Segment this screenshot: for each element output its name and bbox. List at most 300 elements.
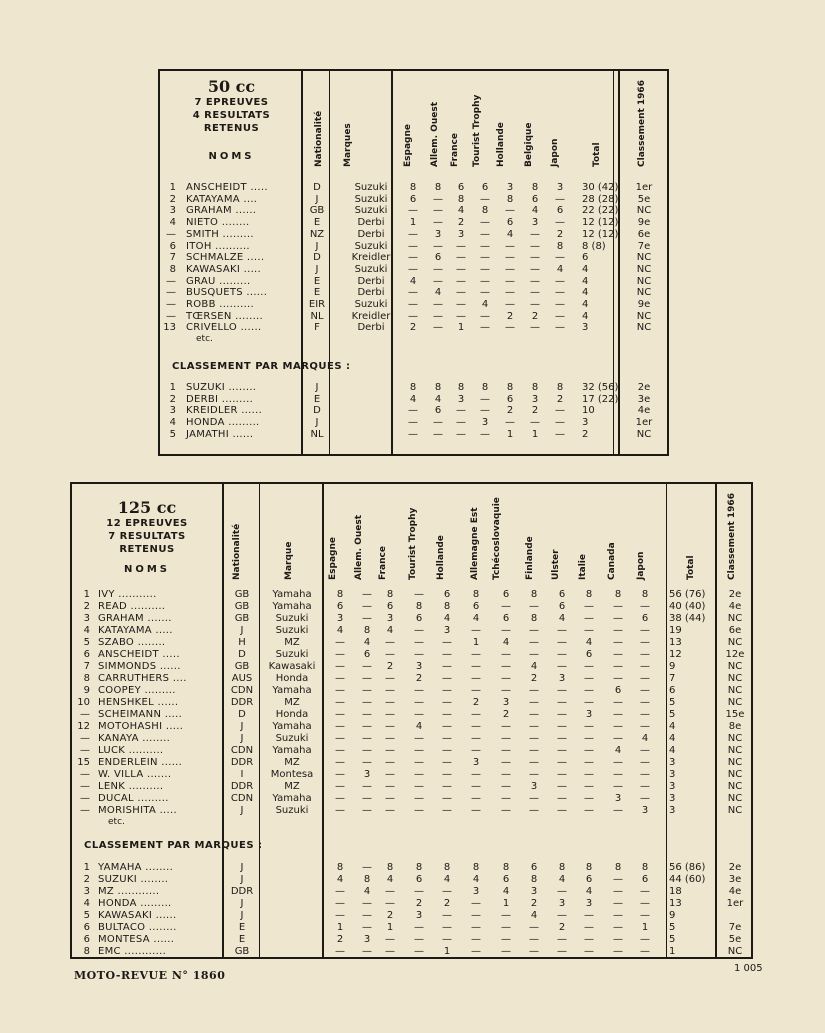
classement-1966: NC xyxy=(727,661,743,672)
race-points: — xyxy=(385,685,395,696)
race-points: — xyxy=(385,637,395,648)
rider-name: MOTOHASHI ..... xyxy=(98,721,184,732)
classement-1966: 1er xyxy=(635,182,653,193)
race-points: — xyxy=(471,709,481,720)
race-points: — xyxy=(640,721,650,732)
race-points: — xyxy=(408,205,418,217)
race-points: — xyxy=(471,769,481,780)
race-points: — xyxy=(442,685,452,696)
race-points: — xyxy=(433,263,443,275)
race-points: 6 xyxy=(506,217,514,229)
race-points: — xyxy=(362,862,372,873)
total-points: 12 (12) xyxy=(582,217,619,229)
race-points: 3 xyxy=(336,613,344,624)
race-points: 4 xyxy=(336,625,344,636)
classement-1966: 9e xyxy=(637,299,651,310)
race-points: 3 xyxy=(641,805,649,816)
race-points: 4 xyxy=(472,613,480,624)
brand-row xyxy=(72,922,751,934)
race-points: — xyxy=(530,322,540,334)
race-points: — xyxy=(530,275,540,287)
race-points: — xyxy=(584,613,594,624)
race-points: — xyxy=(408,428,418,440)
race-points: — xyxy=(505,287,515,299)
race-points: — xyxy=(501,793,511,804)
race-points: — xyxy=(501,601,511,612)
rider-name: MZ ............ xyxy=(98,886,160,897)
race-points: 3 xyxy=(585,898,593,909)
race-points: 8 xyxy=(457,193,465,205)
race-points: — xyxy=(414,709,424,720)
brand-name: Yamaha xyxy=(272,745,312,756)
rider-name: LUCK .......... xyxy=(98,745,164,756)
race-points: 2 xyxy=(443,898,451,909)
position-number: 3 xyxy=(83,613,90,624)
race-points: — xyxy=(335,805,345,816)
race-points: 8 xyxy=(472,862,480,873)
race-points: — xyxy=(584,721,594,732)
rider-name: DERBI ......... xyxy=(186,393,254,405)
column-header: Canada xyxy=(607,542,617,580)
classement-1966: 1er xyxy=(726,898,744,909)
position-number: 6 xyxy=(83,649,90,660)
race-points: 2 xyxy=(530,673,538,684)
race-points: — xyxy=(442,721,452,732)
brand-row xyxy=(72,886,751,898)
race-points: — xyxy=(335,757,345,768)
race-points: — xyxy=(480,193,490,205)
race-points: — xyxy=(640,886,650,897)
race-points: 6 xyxy=(415,613,423,624)
position-number: — xyxy=(80,709,90,720)
nationality: J xyxy=(240,910,244,921)
race-points: 4 xyxy=(585,886,593,897)
race-points: — xyxy=(335,910,345,921)
total-points: 4 xyxy=(582,287,589,299)
race-points: — xyxy=(456,428,466,440)
column-header: Hollande xyxy=(496,122,506,167)
rider-name: SZABO ........ xyxy=(98,637,166,648)
brand-name: Suzuki xyxy=(354,299,388,310)
race-points: 6 xyxy=(443,589,451,600)
position-number: 8 xyxy=(83,673,90,684)
etc-label: etc. xyxy=(196,334,213,345)
rider-name: NIETO ........ xyxy=(186,217,250,229)
race-points: 1 xyxy=(409,217,417,229)
magazine-footer: MOTO-REVUE N° 1860 xyxy=(74,969,226,982)
classement-1966: NC xyxy=(727,793,743,804)
column-header: Japon xyxy=(550,138,560,167)
race-points: 2 xyxy=(409,322,417,334)
column-header: Finlande xyxy=(525,536,535,580)
race-points: — xyxy=(414,886,424,897)
race-points: 4 xyxy=(530,910,538,921)
race-points: — xyxy=(640,745,650,756)
position-number: — xyxy=(166,228,176,240)
total-points: 3 xyxy=(669,781,676,792)
race-points: 3 xyxy=(585,709,593,720)
race-points: — xyxy=(480,263,490,275)
race-points: 1 xyxy=(641,922,649,933)
race-points: — xyxy=(501,733,511,744)
race-points: — xyxy=(335,745,345,756)
race-points: — xyxy=(414,793,424,804)
brand-row xyxy=(160,429,667,441)
race-points: — xyxy=(613,781,623,792)
race-points: — xyxy=(471,745,481,756)
brand-name: Derbi xyxy=(357,228,385,240)
race-points: — xyxy=(362,613,372,624)
nationality: E xyxy=(238,922,246,933)
race-points: — xyxy=(442,745,452,756)
total-points: 5 xyxy=(669,922,676,933)
rider-row xyxy=(72,613,751,625)
rider-row xyxy=(72,745,751,757)
race-points: — xyxy=(530,252,540,264)
nationality: EIR xyxy=(308,299,326,310)
position-number: 8 xyxy=(83,946,90,957)
rider-row xyxy=(160,311,667,323)
classement-1966: 8e xyxy=(728,721,742,732)
position-number: — xyxy=(80,793,90,804)
race-points: — xyxy=(408,263,418,275)
race-points: — xyxy=(584,910,594,921)
race-points: — xyxy=(613,601,623,612)
position-number: 3 xyxy=(83,886,90,897)
race-points: — xyxy=(385,709,395,720)
race-points: — xyxy=(471,910,481,921)
noms-label: NOMS xyxy=(123,564,171,575)
classement-1966: 7e xyxy=(728,922,742,933)
race-points: — xyxy=(408,417,418,429)
brand-name: Derbi xyxy=(357,322,385,334)
position-number: 5 xyxy=(169,428,176,440)
race-points: 2 xyxy=(506,310,514,322)
brand-name: Suzuki xyxy=(275,733,309,744)
rider-row xyxy=(160,252,667,264)
brand-row xyxy=(72,946,751,958)
race-points: 3 xyxy=(614,793,622,804)
race-points: — xyxy=(584,661,594,672)
race-points: — xyxy=(529,757,539,768)
rider-row xyxy=(72,805,751,817)
race-points: — xyxy=(442,934,452,945)
race-points: — xyxy=(555,428,565,440)
race-points: — xyxy=(501,661,511,672)
nationality: J xyxy=(240,805,244,816)
position-number: 1 xyxy=(169,182,176,193)
race-points: — xyxy=(433,217,443,229)
race-points: — xyxy=(584,601,594,612)
brand-name: Suzuki xyxy=(354,193,388,205)
race-points: — xyxy=(613,886,623,897)
race-points: — xyxy=(433,205,443,217)
race-points: — xyxy=(501,745,511,756)
race-points: — xyxy=(505,205,515,217)
race-points: 4 xyxy=(434,287,442,299)
race-points: — xyxy=(530,240,540,252)
race-points: 3 xyxy=(443,625,451,636)
race-points: — xyxy=(640,637,650,648)
total-points: 1 xyxy=(669,946,676,957)
total-points: 22 (22) xyxy=(582,205,619,217)
race-points: 2 xyxy=(336,934,344,945)
race-points: — xyxy=(613,874,623,885)
nationality: J xyxy=(240,862,244,873)
race-points: 4 xyxy=(502,886,510,897)
race-points: — xyxy=(529,769,539,780)
race-points: — xyxy=(362,910,372,921)
race-points: 3 xyxy=(558,673,566,684)
race-points: — xyxy=(501,769,511,780)
section-title-marques: CLASSEMENT PAR MARQUES : xyxy=(172,361,351,372)
race-points: 6 xyxy=(585,874,593,885)
rider-name: SUZUKI ........ xyxy=(98,874,169,885)
race-points: 3 xyxy=(506,182,514,193)
race-points: 8 xyxy=(336,589,344,600)
race-points: — xyxy=(385,733,395,744)
race-points: — xyxy=(385,934,395,945)
race-points: 8 xyxy=(415,862,423,873)
race-points: — xyxy=(456,275,466,287)
race-points: — xyxy=(471,733,481,744)
race-points: 4 xyxy=(409,275,417,287)
rider-row xyxy=(160,241,667,253)
race-points: — xyxy=(501,649,511,660)
total-points: 4 xyxy=(582,275,589,287)
race-points: 1 xyxy=(506,428,514,440)
race-points: — xyxy=(471,649,481,660)
total-points: 4 xyxy=(582,310,589,322)
table-125cc xyxy=(70,482,753,959)
race-points: — xyxy=(584,781,594,792)
nationality: J xyxy=(240,625,244,636)
race-points: 6 xyxy=(336,601,344,612)
race-points: — xyxy=(471,922,481,933)
position-number: 12 xyxy=(77,721,90,732)
race-points: — xyxy=(613,769,623,780)
brand-row xyxy=(160,405,667,417)
race-points: — xyxy=(335,649,345,660)
race-points: — xyxy=(362,589,372,600)
race-points: — xyxy=(530,263,540,275)
race-points: — xyxy=(442,733,452,744)
race-points: — xyxy=(557,733,567,744)
race-points: 6 xyxy=(434,405,442,417)
race-points: 3 xyxy=(530,886,538,897)
position-number: — xyxy=(166,310,176,322)
race-points: — xyxy=(640,685,650,696)
classement-1966: NC xyxy=(636,287,652,299)
race-points: 2 xyxy=(558,922,566,933)
column-header: Tourist Trophy xyxy=(472,94,482,167)
race-points: — xyxy=(335,793,345,804)
race-points: 4 xyxy=(585,637,593,648)
race-points: — xyxy=(505,322,515,334)
race-points: 8 xyxy=(530,613,538,624)
brand-name: Derbi xyxy=(357,287,385,299)
brand-name: Honda xyxy=(275,673,309,684)
race-points: 2 xyxy=(556,393,564,405)
race-points: 2 xyxy=(457,217,465,229)
classement-1966: 9e xyxy=(637,217,651,229)
rider-name: GRAHAM ...... xyxy=(186,205,257,217)
classement-1966: 4e xyxy=(637,405,651,417)
race-points: — xyxy=(456,240,466,252)
rider-row xyxy=(160,194,667,206)
race-points: — xyxy=(529,745,539,756)
total-points: 7 xyxy=(669,673,676,684)
race-points: — xyxy=(584,745,594,756)
rider-name: KATAYAMA .... xyxy=(186,193,258,205)
race-points: — xyxy=(557,661,567,672)
total-points: 3 xyxy=(669,757,676,768)
position-number: 8 xyxy=(169,263,176,275)
race-points: — xyxy=(529,721,539,732)
classement-1966: 3e xyxy=(637,393,651,405)
classement-1966: NC xyxy=(727,769,743,780)
race-points: 1 xyxy=(457,322,465,334)
race-points: — xyxy=(501,685,511,696)
brand-name: MZ xyxy=(284,637,300,648)
rider-name: KANAYA ........ xyxy=(98,733,171,744)
table-50cc xyxy=(158,69,669,456)
brand-name: Suzuki xyxy=(275,625,309,636)
classement-1966: NC xyxy=(727,613,743,624)
header-line: 7 EPREUVES xyxy=(194,97,269,108)
brand-row xyxy=(72,910,751,922)
race-points: 4 xyxy=(386,874,394,885)
race-points: 3 xyxy=(415,661,423,672)
total-points: 3 xyxy=(582,322,589,334)
position-number: 2 xyxy=(83,601,90,612)
total-points: 3 xyxy=(669,805,676,816)
classement-1966: 15e xyxy=(725,709,745,720)
column-header: Espagne xyxy=(328,537,338,580)
nationality: D xyxy=(313,182,321,193)
race-points: — xyxy=(501,781,511,792)
race-points: 8 xyxy=(530,589,538,600)
race-points: — xyxy=(584,685,594,696)
column-header: Italie xyxy=(578,554,588,580)
nationality: J xyxy=(240,721,244,732)
nationality: CDN xyxy=(230,793,254,804)
race-points: — xyxy=(456,310,466,322)
race-points: 3 xyxy=(481,417,489,429)
race-points: 2 xyxy=(506,405,514,417)
nationality: DDR xyxy=(230,886,254,897)
race-points: — xyxy=(555,405,565,417)
race-points: — xyxy=(442,697,452,708)
race-points: — xyxy=(456,417,466,429)
classement-1966: 7e xyxy=(637,240,651,252)
race-points: — xyxy=(501,805,511,816)
race-points: — xyxy=(414,934,424,945)
column-header: Tchécoslovaquie xyxy=(492,497,502,580)
brand-name: Derbi xyxy=(357,275,385,287)
rider-row xyxy=(160,287,667,299)
race-points: — xyxy=(505,299,515,310)
nationality: D xyxy=(238,709,246,720)
race-points: — xyxy=(480,228,490,240)
position-number: 5 xyxy=(83,637,90,648)
race-points: — xyxy=(335,733,345,744)
nationality: AUS xyxy=(231,673,253,684)
race-points: 8 xyxy=(472,589,480,600)
rider-name: JAMATHI ...... xyxy=(186,428,254,440)
nationality: J xyxy=(315,240,319,252)
race-points: — xyxy=(362,946,372,957)
race-points: 1 xyxy=(386,922,394,933)
classement-1966: NC xyxy=(636,205,652,217)
race-points: — xyxy=(385,886,395,897)
race-points: — xyxy=(557,709,567,720)
race-points: — xyxy=(442,709,452,720)
race-points: — xyxy=(385,757,395,768)
race-points: — xyxy=(480,428,490,440)
position-number: — xyxy=(80,733,90,744)
position-number: — xyxy=(80,745,90,756)
rider-row xyxy=(160,299,667,311)
position-number: 6 xyxy=(169,240,176,252)
rider-name: CRIVELLO ...... xyxy=(186,322,262,334)
race-points: — xyxy=(501,910,511,921)
race-points: 6 xyxy=(409,193,417,205)
total-points: 12 xyxy=(669,649,682,660)
race-points: — xyxy=(557,793,567,804)
classement-1966: NC xyxy=(636,322,652,334)
brand-name: Kreidler xyxy=(351,252,391,264)
brand-name: Yamaha xyxy=(272,793,312,804)
rider-name: CARRUTHERS .... xyxy=(98,673,187,684)
race-points: — xyxy=(584,697,594,708)
nationality: I xyxy=(240,769,244,780)
nationality: GB xyxy=(234,946,250,957)
race-points: — xyxy=(442,649,452,660)
rider-row xyxy=(160,322,667,334)
rider-row xyxy=(160,205,667,217)
rider-name: TŒRSEN ........ xyxy=(186,310,264,322)
column-header: Total xyxy=(592,142,602,167)
race-points: — xyxy=(480,217,490,229)
nationality: J xyxy=(240,733,244,744)
total-points: 3 xyxy=(669,793,676,804)
total-points: 28 (28) xyxy=(582,193,619,205)
total-points: 9 xyxy=(669,910,676,921)
position-number: 7 xyxy=(169,252,176,264)
race-points: 6 xyxy=(556,205,564,217)
position-number: 4 xyxy=(169,217,176,229)
race-points: 8 xyxy=(363,625,371,636)
race-points: 8 xyxy=(502,862,510,873)
race-points: — xyxy=(480,405,490,417)
race-points: — xyxy=(362,745,372,756)
rider-name: COOPEY ......... xyxy=(98,685,176,696)
race-points: — xyxy=(555,310,565,322)
position-number: 4 xyxy=(169,417,176,429)
nationality: E xyxy=(313,287,321,299)
race-points: — xyxy=(640,673,650,684)
position-number: 3 xyxy=(169,205,176,217)
race-points: — xyxy=(501,721,511,732)
race-points: 3 xyxy=(531,393,539,405)
classement-1966: NC xyxy=(727,757,743,768)
classement-1966: 2e xyxy=(637,382,651,393)
position-number: 10 xyxy=(77,697,90,708)
brand-name: Suzuki xyxy=(354,240,388,252)
race-points: 6 xyxy=(502,874,510,885)
race-points: — xyxy=(414,685,424,696)
